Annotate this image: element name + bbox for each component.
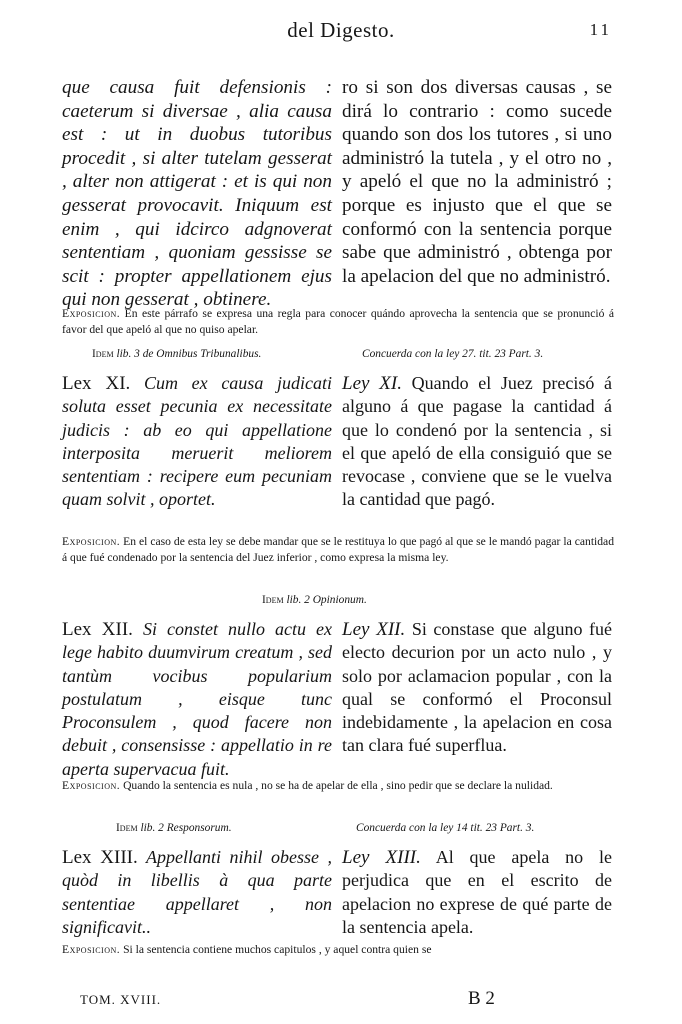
exposition-label: Exposicion. — [62, 535, 121, 548]
page-footer — [80, 990, 600, 1014]
law-13 — [62, 846, 610, 938]
signature-mark: B 2 — [468, 988, 495, 1009]
page-number: 11 — [589, 20, 612, 39]
concordance-note: Concuerda con la ley 27. tit. 23 Part. 3. — [362, 348, 544, 360]
exposition-label: Exposicion. — [62, 307, 121, 320]
law-11 — [62, 372, 610, 532]
law-12 — [62, 618, 613, 779]
spanish-text: Al que apela no le perjudica que en el escrito de apelacion no exprese de qué parte de la sentencia apela. — [342, 847, 612, 937]
latin-column — [62, 618, 332, 781]
latin-column — [62, 372, 332, 512]
citation-left-1 — [92, 348, 261, 360]
law-heading-spanish: Ley XII. — [342, 619, 406, 640]
exposition-text: En el caso de esta ley se debe mandar que se le restituya lo que pagó al que se le mandó pagar la cantidad á que fué condenado por la sentencia del Juez inferior , como expresa la misma ley. — [62, 535, 614, 564]
law-heading-spanish: Ley XIII. — [342, 847, 421, 868]
spanish-column — [342, 372, 612, 512]
latin-text: que causa fuit defensionis : caeterum si diversae , alia causa est : ut in duobus tutoribus procedit , si alter tutelam gesserat , alter non attigerat : et is qui non gesserat provocavit. Iniquum est enim , qui idcirco adgnoverat sententiam , quoniam gessisse se scit : propter appellationem ejus qui non gesserat , obtinere. — [62, 77, 332, 311]
law-heading-spanish: Ley XI. — [342, 373, 402, 394]
citation-right-3 — [356, 822, 534, 834]
spanish-column — [342, 76, 612, 288]
citation-source: lib. 3 de Omnibus Tribunalibus. — [116, 348, 262, 360]
law-heading-latin: Lex XI. — [62, 373, 131, 394]
concordance-note: Concuerda con la ley 14 tit. 23 Part. 3. — [356, 822, 535, 834]
volume-label: TOM. XVIII. — [80, 992, 162, 1007]
running-title: del Digesto. — [287, 18, 395, 42]
spanish-column — [342, 846, 612, 939]
law-heading-latin: Lex XII. — [62, 619, 133, 640]
spanish-text: ro si son dos diversas causas , se dirá lo contrario : como sucede quando son dos los tutores , si uno administró la tutela , y el otro no , y apeló el que no la administró ; porque es injusto que el que se conformó con la sentencia porque sabe que administró , obtenga por la apelacion del que no administró. — [342, 77, 612, 287]
continuation-block — [62, 76, 612, 311]
citation-author: Idem — [262, 594, 284, 606]
citation-left-3 — [116, 822, 232, 834]
citation-source: lib. 2 Responsorum. — [140, 822, 232, 834]
spanish-text: Si constase que alguno fué electo decurion por un acto nulo , y solo por aclamacion popular , con la qual se conformó el Proconsul indebidamente , la apelacion en cosa tan clara fué superflua. — [342, 619, 613, 756]
exposition-4 — [62, 942, 614, 958]
latin-text: Appellanti nihil obesse , quòd in libellis à qua parte sententiae appellaret , non significavit.. — [62, 847, 332, 937]
citation-author: Idem — [116, 822, 138, 834]
citation-source: lib. 2 Opinionum. — [286, 594, 367, 606]
exposition-text: Si la sentencia contiene muchos capitulos , y aquel contra quien se — [123, 943, 432, 956]
exposition-2 — [62, 534, 614, 566]
latin-column — [62, 76, 332, 312]
latin-column — [62, 846, 332, 939]
exposition-label: Exposicion. — [62, 943, 121, 956]
latin-text: Si constet nullo actu ex lege habito duumvirum creatum , sed tantùm vocibus popularium postulatum , eisque tunc Proconsulem , quod facere non debuit , consensisse : appellatio in re aperta supervacua fuit. — [62, 619, 332, 779]
exposition-1 — [62, 306, 614, 338]
citation-author: Idem — [92, 348, 114, 360]
exposition-text: En este párrafo se expresa una regla para conocer quándo aprovecha la sentencia que se pronunció á favor del que apeló al que no quiso apelar. — [62, 307, 615, 336]
law-heading-latin: Lex XIII. — [62, 847, 138, 868]
citation-right-1 — [362, 348, 543, 360]
spanish-column — [342, 618, 612, 758]
exposition-text: Quando la sentencia es nula , no se ha de apelar de ella , sino pedir que se declare la nulidad. — [123, 779, 553, 792]
exposition-label: Exposicion. — [62, 779, 121, 792]
latin-text: Cum ex causa judicati soluta esset pecunia ex necessitate judicis : ab eo qui appellatione interposita meruerit meliorem sententiam : recipere eum pecuniam quam solvit , oportet. — [62, 373, 332, 510]
spanish-text: Quando el Juez precisó á alguno á que pagase la cantidad á que lo condenó por la sentencia , si el que apeló de ella consiguió que se revocase , conviene que se le vuelva la cantidad que pagó. — [342, 373, 612, 510]
citation-center-2 — [262, 594, 367, 606]
exposition-3 — [62, 778, 614, 794]
running-head — [0, 14, 682, 50]
